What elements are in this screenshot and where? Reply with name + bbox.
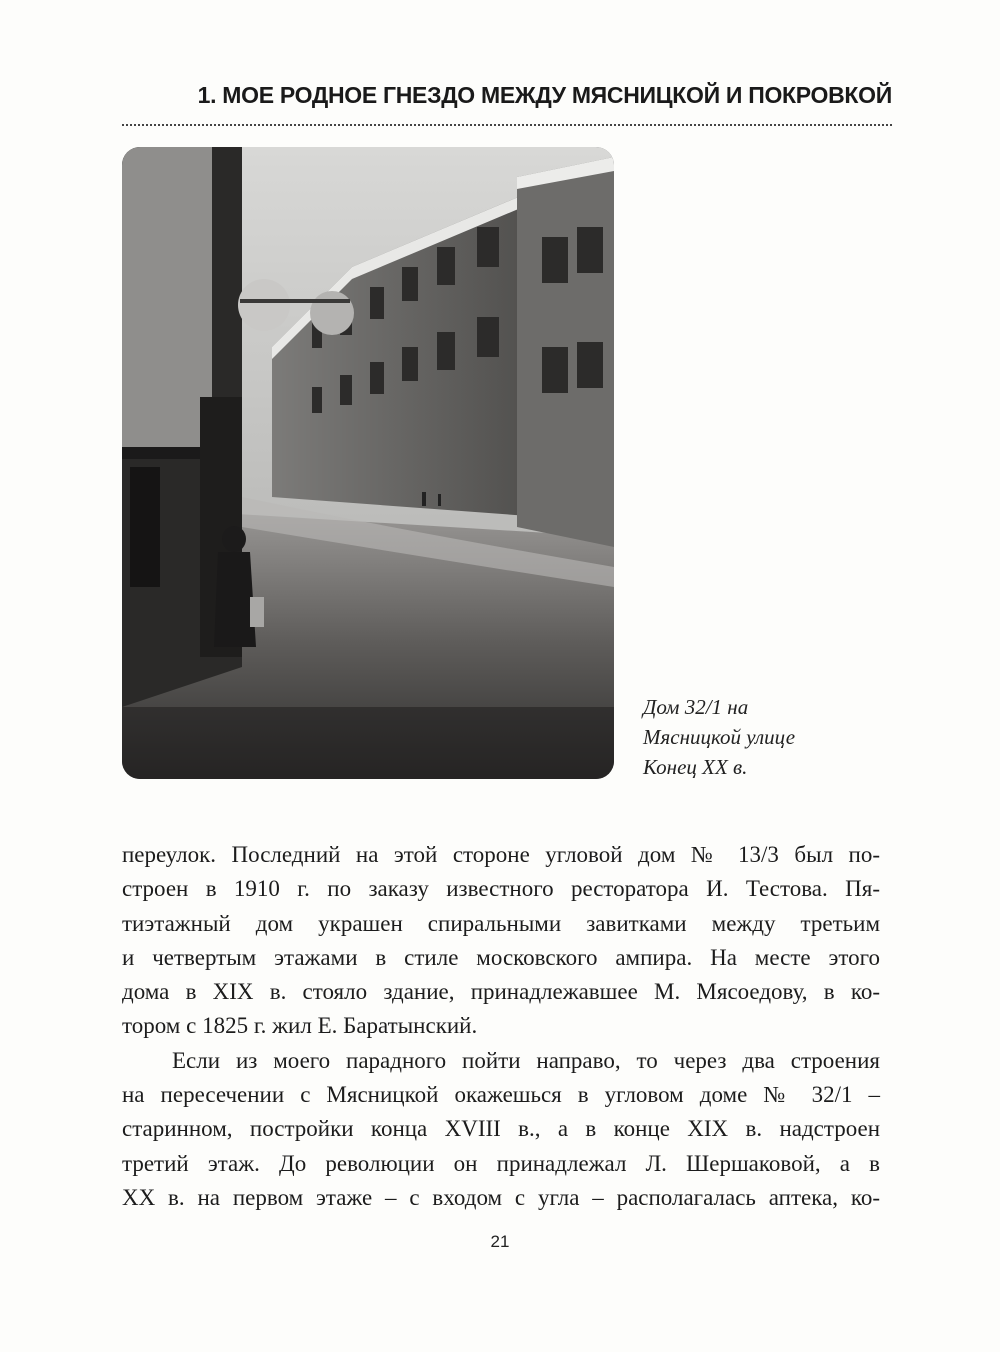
paragraph [122,838,880,1044]
page-number: 21 [490,1232,510,1251]
text-line: и четвертым этажами в стиле московского ампира. На месте этого [122,944,880,970]
caption-line: Конец XX в. [643,755,748,779]
caption-line: Мясницкой улице [643,725,796,749]
text-line: старинном, постройки конца XVIII в., а в конце XIX в. надстроен [122,1116,880,1142]
text-line: дома в XIX в. стояло здание, принадлежавшее М. Мясоедову, в ко- [122,979,880,1005]
text-line: строен в 1910 г. по заказу известного ресторатора И. Тестова. Пя- [122,876,880,902]
text-line: тором с 1825 г. жил Е. Баратынский. [122,1013,478,1039]
text-line: тиэтажный дом украшен спиральными завитками между третьим [122,910,880,936]
paragraph [122,1044,880,1215]
text-line: XX в. на первом этаже – с входом с угла – располагалась аптека, ко- [122,1184,880,1210]
running-header: 1. МОЕ РОДНОЕ ГНЕЗДО МЕЖДУ МЯСНИЦКОЙ И ПОКРОВКОЙ [197,82,892,108]
street-photo [122,147,614,779]
photo-caption [643,692,873,782]
text-line: на пересечении с Мясницкой окажешься в угловом доме № 32/1 – [122,1082,880,1108]
header-dotted-rule [122,124,892,126]
caption-line: Дом 32/1 на [643,695,749,719]
street-photo-icon [122,147,614,779]
text-line: третий этаж. До революции он принадлежал Л. Шершаковой, а в [122,1150,880,1176]
body-text [122,838,880,1215]
text-line: Если из моего парадного пойти направо, то через два строения [172,1047,880,1073]
text-line: переулок. Последний на этой стороне угловой дом № 13/3 был по- [122,842,880,867]
